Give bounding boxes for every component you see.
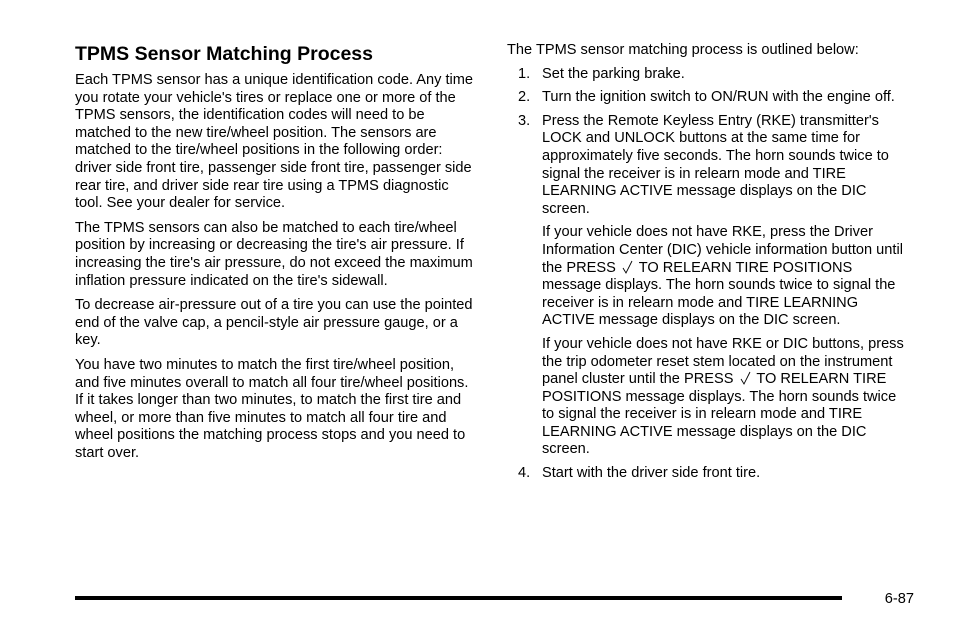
paragraph: Each TPMS sensor has a unique identification code. Any time you rotate your vehicle's tires or replace one or more of the TPMS sensors, the identification codes will need to be matched to the new tire/wheel position. The sensors are matched to the tire/wheel positions in the following order: driver side front tire, passenger side front tire, passenger side rear tire, and driver side rear tire using a TPMS diagnostic tool. See your dealer for service. xyxy=(75,72,474,212)
step-number: 4. xyxy=(518,465,531,482)
step-item xyxy=(507,89,912,107)
page-number: 6-87 xyxy=(884,591,914,607)
right-column xyxy=(507,42,912,489)
steps-list xyxy=(507,66,912,483)
step-text: Press the Remote Keyless Entry (RKE) transmitter's LOCK and UNLOCK buttons at the same time for approximately five seconds. The horn sounds twice to signal the receiver is in relearn mode and TIRE LEARNING ACTIVE message displays on the DIC screen. xyxy=(542,112,889,217)
step-item xyxy=(507,66,912,84)
step-item xyxy=(507,113,912,459)
step-text: Turn the ignition switch to ON/RUN with the engine off. xyxy=(542,89,895,106)
left-column xyxy=(75,42,480,469)
section-heading: TPMS Sensor Matching Process xyxy=(75,43,373,65)
checkmark-icon xyxy=(622,260,633,274)
steps-intro: The TPMS sensor matching process is outlined below: xyxy=(507,42,859,58)
step-number: 2. xyxy=(518,89,531,106)
sub-text: TO RELEARN TIRE POSITIONS message displays. The horn sounds twice to signal the receiver is in relearn mode and TIRE LEARNING ACTIVE message displays on the DIC screen. xyxy=(542,259,896,329)
sub-text: If your vehicle does not have RKE, press the Driver Information Center (DIC) vehicle information button until the PRESS xyxy=(542,224,903,276)
step-number: 3. xyxy=(518,112,531,129)
step-text: Set the parking brake. xyxy=(542,65,685,82)
step-number: 1. xyxy=(518,65,531,82)
paragraph: To decrease air-pressure out of a tire you can use the pointed end of the valve cap, a pencil-style air pressure gauge, or a key. xyxy=(75,297,473,349)
step-subparagraph xyxy=(542,224,912,330)
footer-rule xyxy=(75,596,842,600)
paragraph: You have two minutes to match the first tire/wheel position, and five minutes overall to match all four tire/wheel positions. If it takes longer than two minutes, to match the first tire and wheel, or more than five minutes to match all four tire and wheel positions the matching process stops and you need to start over. xyxy=(75,356,469,461)
step-text: Start with the driver side front tire. xyxy=(542,465,761,482)
paragraph: The TPMS sensors can also be matched to each tire/wheel position by increasing or decreasing the tire's air pressure. If increasing the tire's air pressure, do not exceed the maximum inflation pressure indicated on the tire's sidewall. xyxy=(75,219,473,289)
checkmark-icon xyxy=(740,371,751,385)
sub-text: TO RELEARN TIRE POSITIONS message displays. The horn sounds twice to signal the receiver is in relearn mode and TIRE LEARNING ACTIVE message displays on the DIC screen. xyxy=(542,371,897,458)
step-item xyxy=(507,465,912,483)
sub-text: If your vehicle does not have RKE or DIC buttons, press the trip odometer reset stem located on the instrument panel cluster until the PRESS xyxy=(542,335,904,388)
step-subparagraph xyxy=(542,336,912,459)
